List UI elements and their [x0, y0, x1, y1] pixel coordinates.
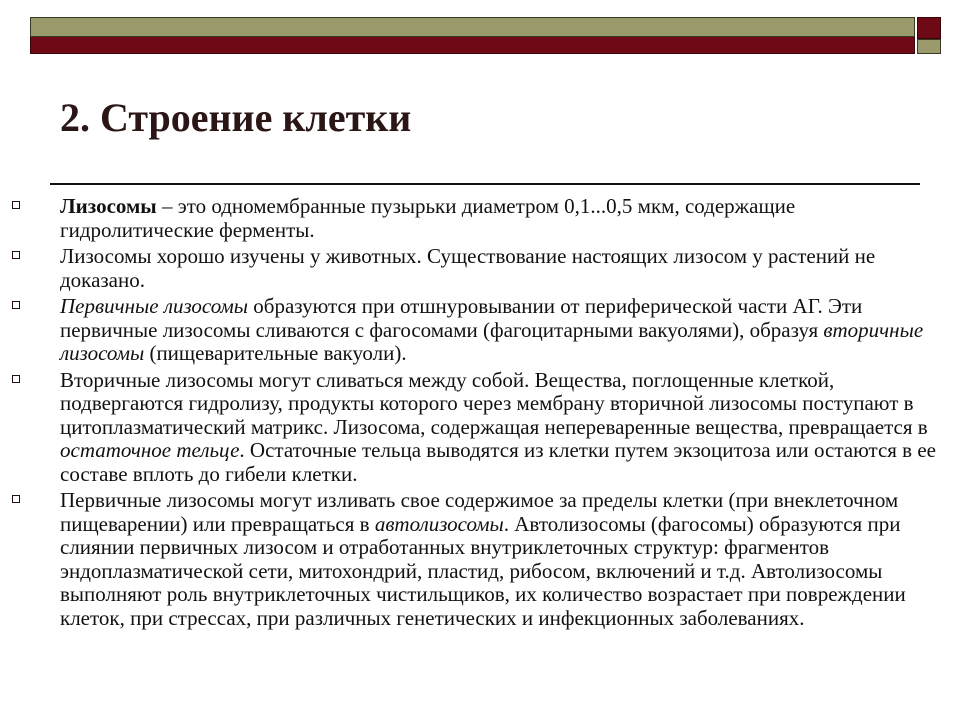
bullet-list [0, 195, 960, 633]
square-bullet-icon [12, 301, 20, 309]
header-olive-square [917, 39, 941, 54]
bullet-text: . Автолизосомы (фагосомы) образуются при слиянии первичных лизосом и отработанных внутриклеточных структур: фрагментов эндоплазматической сети, митохондрий, пластид, рибосом, включений и т.д. Автолизосомы выполняют роль внутриклеточных чистильщиков, их количество возрастает при повреждении клеток, при стрессах, при различных генетических и инфекционных заболеваниях. [60, 511, 906, 630]
square-bullet-icon [12, 201, 20, 209]
bullet-item-autolysosomes [0, 489, 960, 630]
bullet-text: Вторичные лизосомы могут сливаться между собой. Вещества, поглощенные клеткой, подвергаются гидролизу, продукты которого через мембрану вторичной лизосомы поступают в цитоплазматический матрикс. Лизосома, содержащая непереваренные вещества, превращается в [60, 367, 928, 439]
header-maroon-bar [30, 37, 915, 54]
term-residual-body: остаточное тельце [60, 438, 240, 462]
bullet-text: (пищеварительные вакуоли). [144, 341, 407, 365]
definition-text: – это одномембранные пузырьки диаметром 0,1...0,5 мкм, содержащие гидролитические ферменты. [60, 194, 796, 242]
bullet-text: образуются при отшнуровывании от периферической части АГ. Эти первичные лизосомы сливаются с фагосомами (фагоцитарными вакуолями), образуя [60, 294, 863, 342]
term-lysosomes: Лизосомы [60, 194, 157, 218]
bullet-text: Первичные лизосомы могут изливать свое содержимое за пределы клетки (при внеклеточном пищеварении) или превращаться в [60, 488, 899, 536]
square-bullet-icon [12, 251, 20, 259]
bullet-item-primary-lysosomes [0, 295, 960, 366]
slide-title: 2. Строение клетки [60, 95, 412, 140]
header-olive-bar [30, 17, 915, 37]
bullet-item-lysosomes-definition [0, 195, 960, 242]
term-secondary-lysosomes: вторичные лизосомы [60, 317, 924, 365]
bullet-text: . Остаточные тельца выводятся из клетки путем экзоцитоза или остаются в ее составе вплоть до гибели клетки. [60, 438, 936, 486]
square-bullet-icon [12, 375, 20, 383]
bullet-text: Лизосомы хорошо изучены у животных. Существование настоящих лизосом у растений не доказано. [60, 244, 876, 292]
bullet-item-secondary-lysosomes [0, 369, 960, 487]
header-maroon-square [917, 17, 941, 39]
term-autolysosomes: автолизосомы [374, 511, 504, 536]
bullet-item-lysosomes-studied [0, 245, 960, 292]
term-primary-lysosomes: Первичные лизосомы [60, 294, 249, 318]
title-divider [50, 183, 920, 185]
square-bullet-icon [12, 495, 20, 503]
